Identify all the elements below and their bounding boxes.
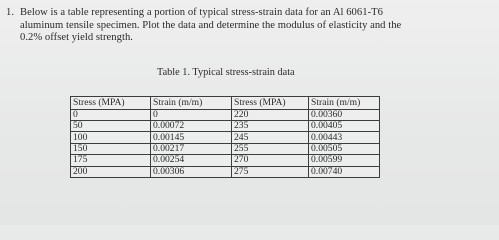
table-cell: 245 bbox=[232, 132, 309, 143]
problem-line: aluminum tensile specimen. Plot the data and determine the modulus of elasticity and the bbox=[20, 19, 402, 31]
table-cell: 0.00072 bbox=[151, 120, 232, 131]
problem-line: 0.2% offset yield strength. bbox=[20, 32, 133, 44]
table-cell: 0.00740 bbox=[309, 166, 380, 177]
table-cell: 50 bbox=[71, 120, 151, 131]
table-row bbox=[71, 166, 380, 177]
table-cell: 235 bbox=[232, 120, 309, 131]
table-cell: 0.00254 bbox=[151, 155, 232, 166]
table-cell: 0.00360 bbox=[309, 109, 380, 120]
header-stress-2: Stress (MPA) bbox=[232, 97, 309, 110]
table-cell: 0 bbox=[151, 109, 232, 120]
table-cell: 0.00145 bbox=[151, 132, 232, 143]
table-cell: 270 bbox=[232, 155, 309, 166]
header-stress-1: Stress (MPA) bbox=[71, 97, 151, 110]
table-row bbox=[71, 132, 380, 143]
table-cell: 0.00217 bbox=[151, 143, 232, 154]
table-cell: 220 bbox=[232, 109, 309, 120]
table-row bbox=[71, 155, 380, 166]
table-cell: 200 bbox=[71, 166, 151, 177]
stress-strain-table bbox=[70, 96, 380, 178]
header-strain-1: Strain (m/m) bbox=[151, 97, 232, 110]
table-cell: 0.00306 bbox=[151, 166, 232, 177]
table-row bbox=[71, 143, 380, 154]
table-header-row bbox=[71, 97, 380, 110]
problem-line: Below is a table representing a portion of typical stress-strain data for an Al 6061-T6 bbox=[20, 7, 383, 18]
table-row bbox=[71, 109, 380, 120]
table-cell: 275 bbox=[232, 166, 309, 177]
problem-text bbox=[20, 7, 492, 45]
problem-number: 1. bbox=[6, 7, 15, 18]
header-strain-2: Strain (m/m) bbox=[309, 97, 380, 110]
table-cell: 255 bbox=[232, 143, 309, 154]
table-cell: 0 bbox=[71, 109, 151, 120]
table-cell: 0.00505 bbox=[309, 143, 380, 154]
table-cell: 175 bbox=[71, 155, 151, 166]
table-cell: 0.00405 bbox=[309, 120, 380, 131]
table-cell: 100 bbox=[71, 132, 151, 143]
table-cell: 150 bbox=[71, 143, 151, 154]
table-caption: Table 1. Typical stress-strain data bbox=[157, 67, 295, 78]
table-cell: 0.00443 bbox=[309, 132, 380, 143]
table-cell: 0.00599 bbox=[309, 155, 380, 166]
table-row bbox=[71, 120, 380, 131]
